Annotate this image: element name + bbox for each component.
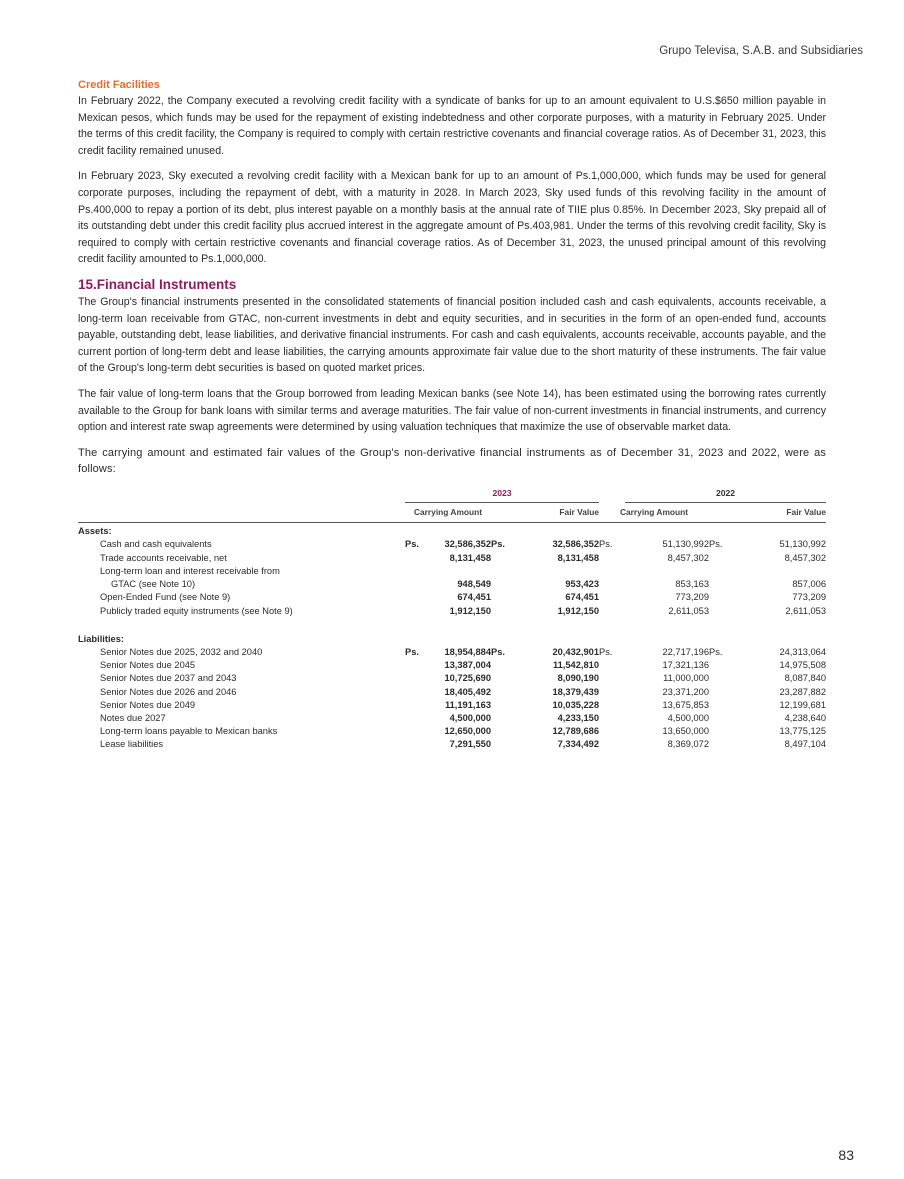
- value-c22: 2,611,053: [668, 605, 709, 616]
- liabilities-group-label: Liabilities:: [78, 633, 124, 644]
- credit-facilities-heading: Credit Facilities: [78, 79, 160, 91]
- row-label: Senior Notes due 2045: [100, 660, 196, 671]
- currency-symbol: [709, 565, 736, 578]
- value-f23: 7,334,492: [557, 739, 599, 750]
- currency-symbol: [709, 738, 736, 751]
- value-c22: 51,130,992: [662, 539, 709, 550]
- fair-value-2022-header: Fair Value: [709, 503, 826, 523]
- table-row: [78, 725, 826, 738]
- currency-symbol: [709, 725, 736, 738]
- currency-symbol: [491, 578, 517, 591]
- value-f23: 8,090,190: [557, 673, 599, 684]
- assets-group-label: Assets:: [78, 526, 112, 537]
- currency-symbol: Ps.: [405, 539, 419, 550]
- currency-symbol: [709, 699, 736, 712]
- value-f23: 11,542,810: [552, 660, 599, 671]
- currency-symbol: [709, 659, 736, 672]
- value-f23: 18,379,439: [552, 686, 599, 697]
- spacer-cell: [78, 618, 826, 631]
- value-f22: 51,130,992: [779, 539, 826, 550]
- value-c23: 10,725,690: [444, 673, 491, 684]
- value-c23: 8,131,458: [449, 552, 491, 563]
- value-c23: 4,500,000: [449, 712, 491, 723]
- value-c23: 13,387,004: [444, 660, 491, 671]
- table-row: [78, 699, 826, 712]
- currency-symbol: [599, 738, 625, 751]
- table-row: [78, 659, 826, 672]
- currency-symbol: [599, 672, 625, 685]
- value-c23: 12,650,000: [444, 726, 491, 737]
- table-row: [78, 605, 826, 618]
- value-c23: 32,586,352: [444, 539, 491, 550]
- credit-facilities-paragraph-1: In February 2022, the Company executed a revolving credit facility with a syndicate of banks for up to an amount equivalent to U.S.$650 million payable in Mexican pesos, which funds may be used for the repayment of existing indebtedness and other corporate purposes, with a maturity in February 2025. Under the terms of this credit facility, the Company is required to comply with certain restrictive covenants and financial coverage ratios. As of December 31, 2023, this credit facility remained unused.: [78, 95, 826, 157]
- value-f23: 10,035,228: [552, 699, 599, 710]
- table-row: [78, 565, 826, 578]
- currency-symbol: [599, 659, 625, 672]
- row-label: Open-Ended Fund (see Note 9): [100, 592, 231, 603]
- currency-symbol: [709, 712, 736, 725]
- currency-symbol: [599, 565, 625, 578]
- value-f22: 857,006: [792, 579, 826, 590]
- value-f22: 24,313,064: [779, 646, 826, 657]
- currency-symbol: [491, 738, 517, 751]
- currency-symbol: [599, 552, 625, 565]
- row-label: Trade accounts receivable, net: [100, 552, 227, 563]
- currency-symbol: [405, 605, 425, 618]
- row-label: Publicly traded equity instruments (see Note 9): [100, 605, 293, 616]
- fair-value-2023-header: Fair Value: [491, 503, 599, 523]
- currency-symbol: [491, 591, 517, 604]
- row-label: GTAC (see Note 10): [111, 579, 196, 590]
- currency-symbol: Ps.: [709, 539, 723, 550]
- currency-symbol: [709, 578, 736, 591]
- value-c23: 18,954,884: [444, 646, 491, 657]
- currency-symbol: Ps.: [491, 539, 505, 550]
- value-f22: 2,611,053: [785, 605, 826, 616]
- value-f22: 13,775,125: [779, 726, 826, 737]
- value-f22: 23,287,882: [779, 686, 826, 697]
- credit-facilities-paragraph-2: In February 2023, Sky executed a revolving credit facility with a Mexican bank for up to an amount of Ps.1,000,000, which funds may be used for general corporate purposes, including the repayment of debt, with a maturity in 2028. In March 2023, Sky used funds of this revolving facility in the amount of Ps.400,000 to repay a portion of its debt, plus interest payable on a monthly basis at the annual rate of TIIE plus 0.85%. In December 2023, Sky prepaid all of its outstanding debt under this credit facility plus accrued interest in the aggregate amount of Ps.403,981. Under the terms of this revolving credit facility, Sky is required to comply with certain restrictive covenants and financial coverage ratios. As of December 31, 2023, the unused principal amount of this revolving credit facility amounted to Ps.1,000,000.: [78, 170, 826, 266]
- currency-symbol: [599, 591, 625, 604]
- currency-symbol: [599, 605, 625, 618]
- currency-symbol: [599, 725, 625, 738]
- value-c22: 11,000,000: [663, 673, 709, 684]
- row-label: Senior Notes due 2025, 2032 and 2040: [100, 646, 263, 657]
- value-c22: 853,163: [675, 579, 709, 590]
- value-c22: 13,675,853: [662, 699, 709, 710]
- currency-symbol: [491, 565, 517, 578]
- currency-symbol: [405, 712, 425, 725]
- currency-symbol: [405, 591, 425, 604]
- currency-symbol: [599, 578, 625, 591]
- currency-symbol: Ps.: [491, 646, 505, 657]
- value-f23: [517, 565, 599, 578]
- currency-symbol: [491, 699, 517, 712]
- value-f23: 12,789,686: [552, 726, 599, 737]
- value-c23: 7,291,550: [449, 739, 491, 750]
- currency-symbol: Ps.: [599, 646, 613, 657]
- table-row: [78, 591, 826, 604]
- currency-symbol: [709, 605, 736, 618]
- value-f22: 4,238,640: [784, 712, 826, 723]
- value-c23: [425, 565, 491, 578]
- year-2022-header: 2022: [625, 487, 826, 503]
- liabilities-group: [78, 631, 826, 646]
- value-f23: 953,423: [565, 579, 599, 590]
- value-c23: 11,191,163: [444, 699, 491, 710]
- currency-symbol: [491, 605, 517, 618]
- value-f22: 8,497,104: [784, 739, 826, 750]
- currency-symbol: [491, 659, 517, 672]
- currency-symbol: [491, 712, 517, 725]
- value-f22: 773,209: [792, 592, 826, 603]
- currency-symbol: [599, 699, 625, 712]
- assets-group: [78, 523, 826, 539]
- page-content: [78, 79, 826, 752]
- table-row: [78, 578, 826, 591]
- year-header-row: [78, 487, 826, 503]
- currency-symbol: Ps.: [405, 646, 419, 657]
- table-row: [78, 672, 826, 685]
- row-label: Senior Notes due 2026 and 2046: [100, 686, 237, 697]
- currency-symbol: Ps.: [709, 646, 723, 657]
- row-label: Cash and cash equivalents: [100, 539, 212, 550]
- currency-symbol: Ps.: [599, 539, 613, 550]
- page-header: Grupo Televisa, S.A.B. and Subsidiaries: [659, 45, 863, 57]
- currency-symbol: [405, 659, 425, 672]
- value-c23: 18,405,492: [444, 686, 491, 697]
- carrying-amount-2022-header: Carrying Amount: [599, 503, 709, 523]
- value-f23: 4,233,150: [557, 712, 599, 723]
- value-f22: [736, 565, 826, 578]
- table-row: [78, 686, 826, 699]
- currency-symbol: [405, 552, 425, 565]
- currency-symbol: [405, 578, 425, 591]
- currency-symbol: [599, 712, 625, 725]
- currency-symbol: [709, 672, 736, 685]
- value-c22: 4,500,000: [667, 712, 709, 723]
- value-c22: 773,209: [675, 592, 709, 603]
- row-label: Lease liabilities: [100, 739, 164, 750]
- row-label: Notes due 2027: [100, 712, 166, 723]
- currency-symbol: [405, 738, 425, 751]
- currency-symbol: [405, 565, 425, 578]
- currency-symbol: [491, 725, 517, 738]
- value-c22: 17,321,136: [662, 660, 709, 671]
- value-f22: 12,199,681: [779, 699, 826, 710]
- row-label: Senior Notes due 2049: [100, 699, 196, 710]
- value-c23: 674,451: [457, 592, 491, 603]
- value-c23: 1,912,150: [449, 605, 491, 616]
- value-c23: 948,549: [457, 579, 491, 590]
- value-f22: 8,457,302: [784, 552, 826, 563]
- currency-symbol: [405, 672, 425, 685]
- value-c22: 8,457,302: [667, 552, 709, 563]
- table-row: [78, 738, 826, 751]
- table-spacer: [78, 618, 826, 631]
- currency-symbol: [491, 686, 517, 699]
- fair-value-table: [78, 487, 826, 752]
- value-c22: 22,717,196: [662, 646, 709, 657]
- value-f23: 20,432,901: [552, 646, 599, 657]
- value-f23: 32,586,352: [552, 539, 599, 550]
- value-f23: 1,912,150: [557, 605, 599, 616]
- currency-symbol: [405, 686, 425, 699]
- financial-instruments-paragraph-1: The Group's financial instruments presented in the consolidated statements of financial position included cash and cash equivalents, accounts receivable, a long-term loan receivable from GTAC, non-current investments in debt and equity securities, and in securities in the form of an open-ended fund, accounts payable, outstanding debt, lease liabilities, and derivative financial instruments. For cash and cash equivalents, accounts receivable, accounts payable, and the current portion of long-term debt and lease liabilities, the carrying amounts approximate fair value due to the short maturity of these instruments. The fair value of the Group's long-term debt securities is based on quoted market prices.: [78, 295, 826, 375]
- currency-symbol: [709, 591, 736, 604]
- table-row: [78, 538, 826, 551]
- value-c22: [625, 565, 709, 578]
- financial-instruments-paragraph-2: The fair value of long-term loans that the Group borrowed from leading Mexican banks (see Note 14), has been estimated using the borrowing rates currently available to the Group for bank loans with similar terms and average maturities. The fair value of non-current investments in financial instruments, and currency option and interest rate swap agreements were determined by using valuation techniques that maximize the use of observable market data.: [78, 387, 826, 434]
- value-c22: 13,650,000: [662, 726, 709, 737]
- row-label: Long-term loan and interest receivable from: [100, 565, 280, 576]
- currency-symbol: [709, 686, 736, 699]
- value-f23: 8,131,458: [557, 552, 599, 563]
- year-2023-header: 2023: [405, 487, 599, 503]
- page-number: 83: [838, 1147, 854, 1163]
- row-label: Long-term loans payable to Mexican banks: [100, 726, 278, 737]
- value-f23: 674,451: [565, 592, 599, 603]
- table-row: [78, 552, 826, 565]
- value-f22: 8,087,840: [784, 673, 826, 684]
- currency-symbol: [599, 686, 625, 699]
- currency-symbol: [405, 725, 425, 738]
- financial-instruments-paragraph-3: The carrying amount and estimated fair values of the Group's non-derivative financial instruments as of December 31, 2023 and 2022, were as follows:: [78, 446, 826, 476]
- currency-symbol: [709, 552, 736, 565]
- table-row: [78, 712, 826, 725]
- value-c22: 23,371,200: [662, 686, 709, 697]
- value-c22: 8,369,072: [667, 739, 709, 750]
- currency-symbol: [405, 699, 425, 712]
- row-label: Senior Notes due 2037 and 2043: [100, 673, 237, 684]
- carrying-amount-2023-header: Carrying Amount: [405, 503, 491, 523]
- currency-symbol: [491, 552, 517, 565]
- financial-instruments-heading: 15.Financial Instruments: [78, 276, 237, 292]
- value-f22: 14,975,508: [779, 660, 826, 671]
- table-row: [78, 646, 826, 659]
- column-header-row: [78, 503, 826, 523]
- currency-symbol: [491, 672, 517, 685]
